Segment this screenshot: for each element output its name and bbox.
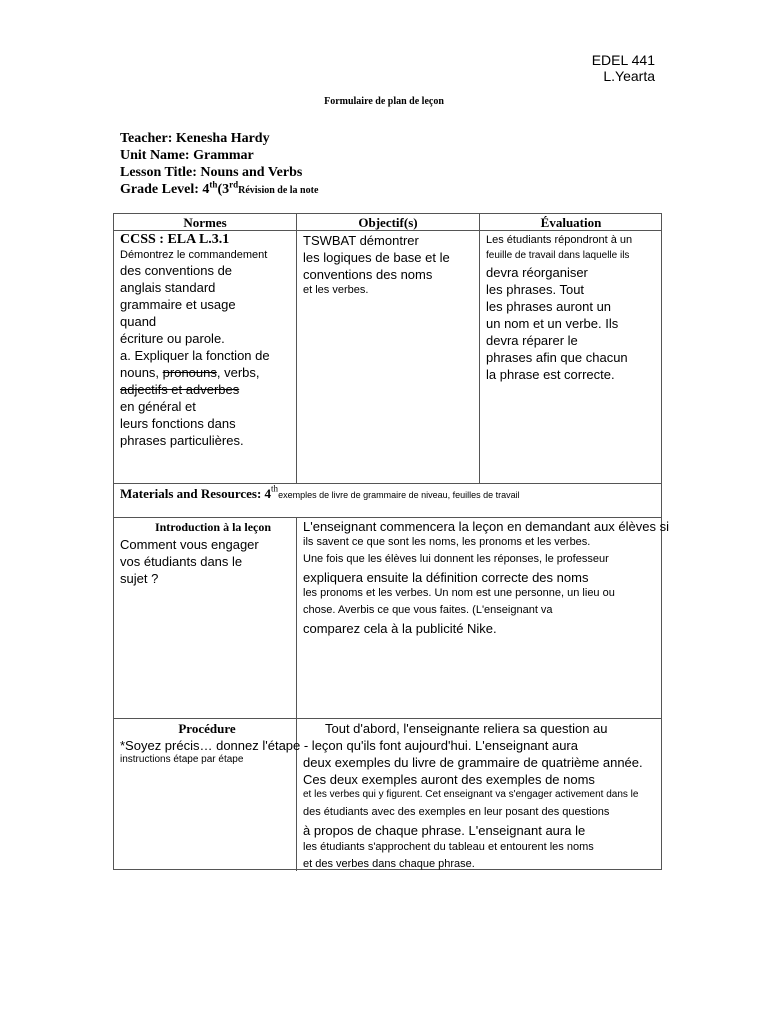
materials-row (120, 485, 520, 503)
introduction-question: sujet ? (120, 571, 159, 586)
procedure-line: deux exemples du livre de grammaire de quatrième année. (303, 755, 643, 770)
normes-line: Démontrez le commandement (120, 249, 268, 261)
normes-line: des conventions de (120, 263, 233, 278)
lesson-line: Lesson Title: Nouns and Verbs (120, 165, 303, 180)
grade-line (120, 181, 318, 199)
normes-fragment: , verbs, (216, 365, 260, 380)
column-divider (296, 214, 297, 483)
header-objectif: Objectif(s) (358, 215, 418, 230)
materials-text: exemples de livre de grammaire de niveau, feuilles de travail (278, 490, 520, 500)
evaluation-line: devra réorganiser (486, 265, 588, 280)
evaluation-line: les phrases. Tout (486, 282, 585, 297)
objectif-line: et les verbes. (303, 284, 369, 296)
lesson-info (120, 130, 318, 199)
procedure-line: Ces deux exemples auront des exemples de noms (303, 772, 595, 787)
introduction-left (120, 519, 294, 587)
form-title: Formulaire de plan de leçon (324, 96, 444, 107)
header-normes: Normes (183, 215, 227, 230)
procedure-line: des étudiants avec des exemples en leur posant des questions (303, 806, 610, 818)
procedure-title: Procédure (178, 721, 236, 736)
column-divider (479, 214, 480, 483)
unit-line: Unit Name: Grammar (120, 148, 254, 163)
introduction-line: comparez cela à la publicité Nike. (303, 621, 497, 636)
introduction-text (303, 518, 669, 637)
struck-line: adjectifs et adverbes (120, 382, 240, 397)
normes-line: phrases particulières. (120, 433, 244, 448)
normes-line: en général et (120, 399, 196, 414)
standard-code: CCSS : ELA L.3.1 (120, 232, 230, 247)
introduction-line: L'enseignant commencera la leçon en demandant aux élèves si (303, 519, 669, 534)
author-name: L.Yearta (603, 68, 655, 84)
normes-line: quand (120, 314, 157, 329)
normes-line: leurs fonctions dans (120, 416, 236, 431)
procedure-text (303, 720, 643, 873)
grade-sup-rd: rd (229, 179, 239, 190)
grade-mid: (3 (217, 182, 230, 197)
normes-line: grammaire et usage (120, 297, 236, 312)
procedure-line: Tout d'abord, l'enseignante reliera sa question au (325, 721, 608, 736)
header-evaluation: Évaluation (540, 215, 602, 230)
procedure-line: et des verbes dans chaque phrase. (303, 858, 475, 870)
procedure-note-line: *Soyez précis… donnez l'étape - leçon qu'ils font aujourd'hui. L'enseignant aura (120, 738, 578, 753)
introduction-line: expliquera ensuite la définition correcte des noms (303, 570, 589, 585)
procedure-left (120, 720, 294, 737)
lesson-plan-table (113, 213, 669, 870)
objectif-line: les logiques de base et le (303, 250, 450, 265)
normes-line: a. Expliquer la fonction de (120, 348, 270, 363)
grade-sup-th: th (209, 179, 218, 190)
evaluation-line: Les étudiants répondront à un (486, 234, 633, 246)
evaluation-line: phrases afin que chacun (486, 350, 628, 365)
course-code: EDEL 441 (591, 52, 655, 68)
teacher-line: Teacher: Kenesha Hardy (120, 131, 270, 146)
procedure-line: les étudiants s'approchent du tableau et entourent les noms (303, 841, 594, 853)
evaluation-line: les phrases auront un (486, 299, 612, 314)
introduction-line: Une fois que les élèves lui donnent les réponses, le professeur (303, 553, 609, 565)
evaluation-line: un nom et un verbe. Ils (486, 316, 619, 331)
course-header (592, 52, 655, 84)
evaluation-cell (486, 232, 660, 383)
column-divider (296, 517, 297, 871)
materials-label: Materials and Resources: 4 (120, 486, 272, 501)
materials-sup: th (271, 483, 279, 494)
normes-line (120, 364, 294, 381)
introduction-question: vos étudiants dans le (120, 554, 243, 569)
procedure-note-line: instructions étape par étape (120, 754, 244, 765)
evaluation-line: la phrase est correcte. (486, 367, 615, 382)
introduction-question: Comment vous engager (120, 537, 259, 552)
table-divider (114, 483, 661, 484)
grade-note: Révision de la note (238, 185, 319, 196)
introduction-line: chose. Averbis ce que vous faites. (L'enseignant va (303, 604, 553, 616)
objectif-cell (303, 232, 477, 297)
procedure-line: à propos de chaque phrase. L'enseignant aura le (303, 823, 586, 838)
table-divider (114, 718, 661, 719)
struck-word: pronouns (162, 365, 217, 380)
objectif-line: TSWBAT démontrer (303, 233, 419, 248)
introduction-line: les pronoms et les verbes. Un nom est une personne, un lieu ou (303, 587, 615, 599)
normes-cell (120, 232, 294, 449)
evaluation-line: devra réparer le (486, 333, 578, 348)
procedure-line: et les verbes qui y figurent. Cet enseignant va s'engager activement dans le (303, 789, 639, 800)
normes-fragment: nouns, (120, 365, 163, 380)
introduction-line: ils savent ce que sont les noms, les pronoms et les verbes. (303, 536, 591, 548)
evaluation-line: feuille de travail dans laquelle ils (486, 250, 630, 261)
grade-prefix: Grade Level: 4 (120, 182, 210, 197)
normes-line: écriture ou parole. (120, 331, 225, 346)
introduction-title: Introduction à la leçon (154, 520, 272, 534)
objectif-line: conventions des noms (303, 267, 433, 282)
normes-line: anglais standard (120, 280, 216, 295)
